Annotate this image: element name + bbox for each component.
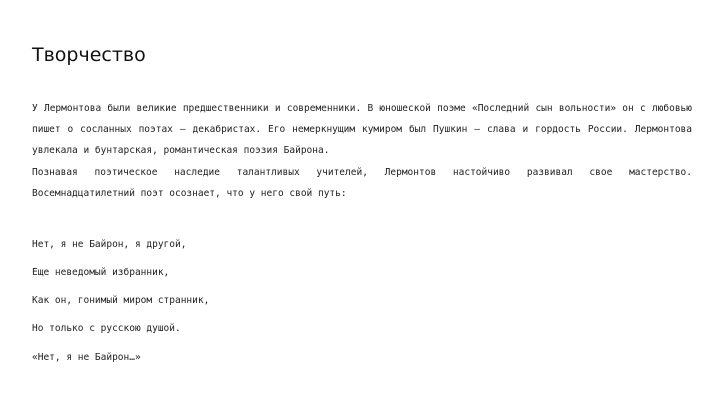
paragraph-lermontov-predecessors: У Лермонтова были великие предшественники и современники. В юношеской поэме «Последний сын вольности» он с любовью пишет о сосланных поэтах – декабристах. Его немеркнущим кумиром был Пушкин – слава и гордость России. Лермонтова увлекала и бунтарская, романтическая поэзия Байрона.: [32, 103, 692, 156]
verse-line: Но только с русскою душой.: [32, 323, 181, 334]
verse-line: Еще неведомый избранник,: [32, 267, 170, 278]
verse-source: «Нет, я не Байрон…»: [32, 352, 141, 363]
verse-line: Нет, я не Байрон, я другой,: [32, 239, 187, 250]
verse-line: Как он, гонимый миром странник,: [32, 295, 210, 306]
slide-title: Творчество: [32, 44, 146, 66]
paragraph-own-path: Познавая поэтическое наследие талантливых учителей, Лермонтов настойчиво развивал свое мастерство. Восемнадцатилетний поэт осознает, что у него свой путь:: [32, 167, 692, 199]
